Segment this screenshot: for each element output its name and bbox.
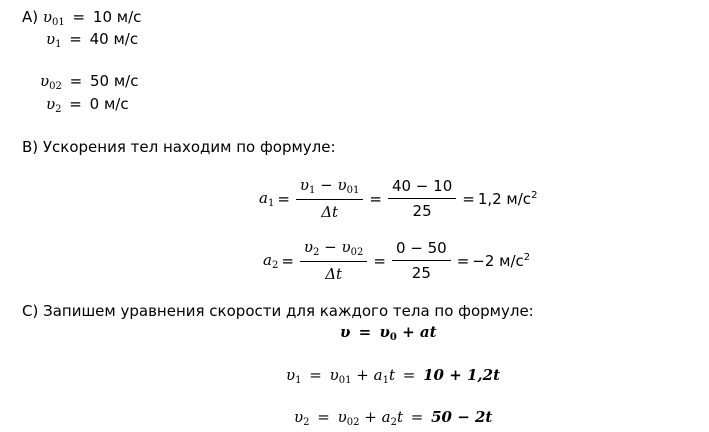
part-a-line-2: $\upsilon_1 = 40$ м/с [46,30,139,50]
acceleration-equation-2: $a_2$ = $\frac{\upsilon_2 - \upsilon_{02}}{\Delta t}$ = $\frac{0 - 50}{25}$ = −2 $м/с^2$ [263,238,531,283]
v1-symbol: $\upsilon_1$ [46,30,62,50]
acceleration-equation-1: $a_1$ = $\frac{\upsilon_1 - \upsilon_{01}}{\Delta t}$ = $\frac{40 - 10}{25}$ = 1,2 $м/с^2$ [259,176,538,221]
a2-symbol: $a_2$ [263,250,279,271]
part-c-heading: С) Запишем уравнения скорости для каждого тела по формуле: [22,302,534,320]
v1-value: 40 м/с [89,30,139,48]
velocity-equation-2: $\upsilon_2 = \upsilon_{02} + a_2t = 50 - 2t$ [294,408,493,428]
symbolic-fraction-1: $\frac{\upsilon_1 - \upsilon_{01}}{\Delta t}$ [296,176,363,221]
part-a-line-3: $\upsilon_{02} = 50$ м/с [40,72,139,92]
velocity-equation-1: $\upsilon_1 = \upsilon_{01} + a_1t = 10 + 1,2t$ [286,366,501,386]
v2-value: 0 м/с [89,95,129,113]
v1-result: 10 + 1,2t [423,366,501,384]
v02-symbol: $\upsilon_{02}$ [40,72,62,92]
part-a-line-4: $\upsilon_2 = 0$ м/с [46,95,129,115]
a1-result: 1,2 $м/с^2$ [477,189,538,208]
a2-result: −2 $м/с^2$ [472,251,531,270]
velocity-general-formula: $\upsilon = \upsilon_0$ + at [340,323,437,343]
numeric-fraction-1: $\frac{40 - 10}{25}$ [388,177,456,220]
symbolic-fraction-2: $\frac{\upsilon_2 - \upsilon_{02}}{\Delta t}$ [300,238,367,283]
a1-symbol: $a_1$ [259,188,275,209]
part-a-label: А) [22,8,39,26]
v2-result: 50 − 2t [431,408,493,426]
part-b-heading: В) Ускорения тел находим по формуле: [22,138,336,156]
v01-value: 10 м/с [92,8,142,26]
part-a-line-1: А) $\upsilon_{01} = 10$ м/с [22,8,142,28]
numeric-fraction-2: $\frac{0 - 50}{25}$ [392,239,451,282]
v2-symbol: $\upsilon_2$ [46,95,62,115]
v02-value: 50 м/с [90,72,139,90]
v01-symbol: $\upsilon_{01}$ [42,8,65,28]
